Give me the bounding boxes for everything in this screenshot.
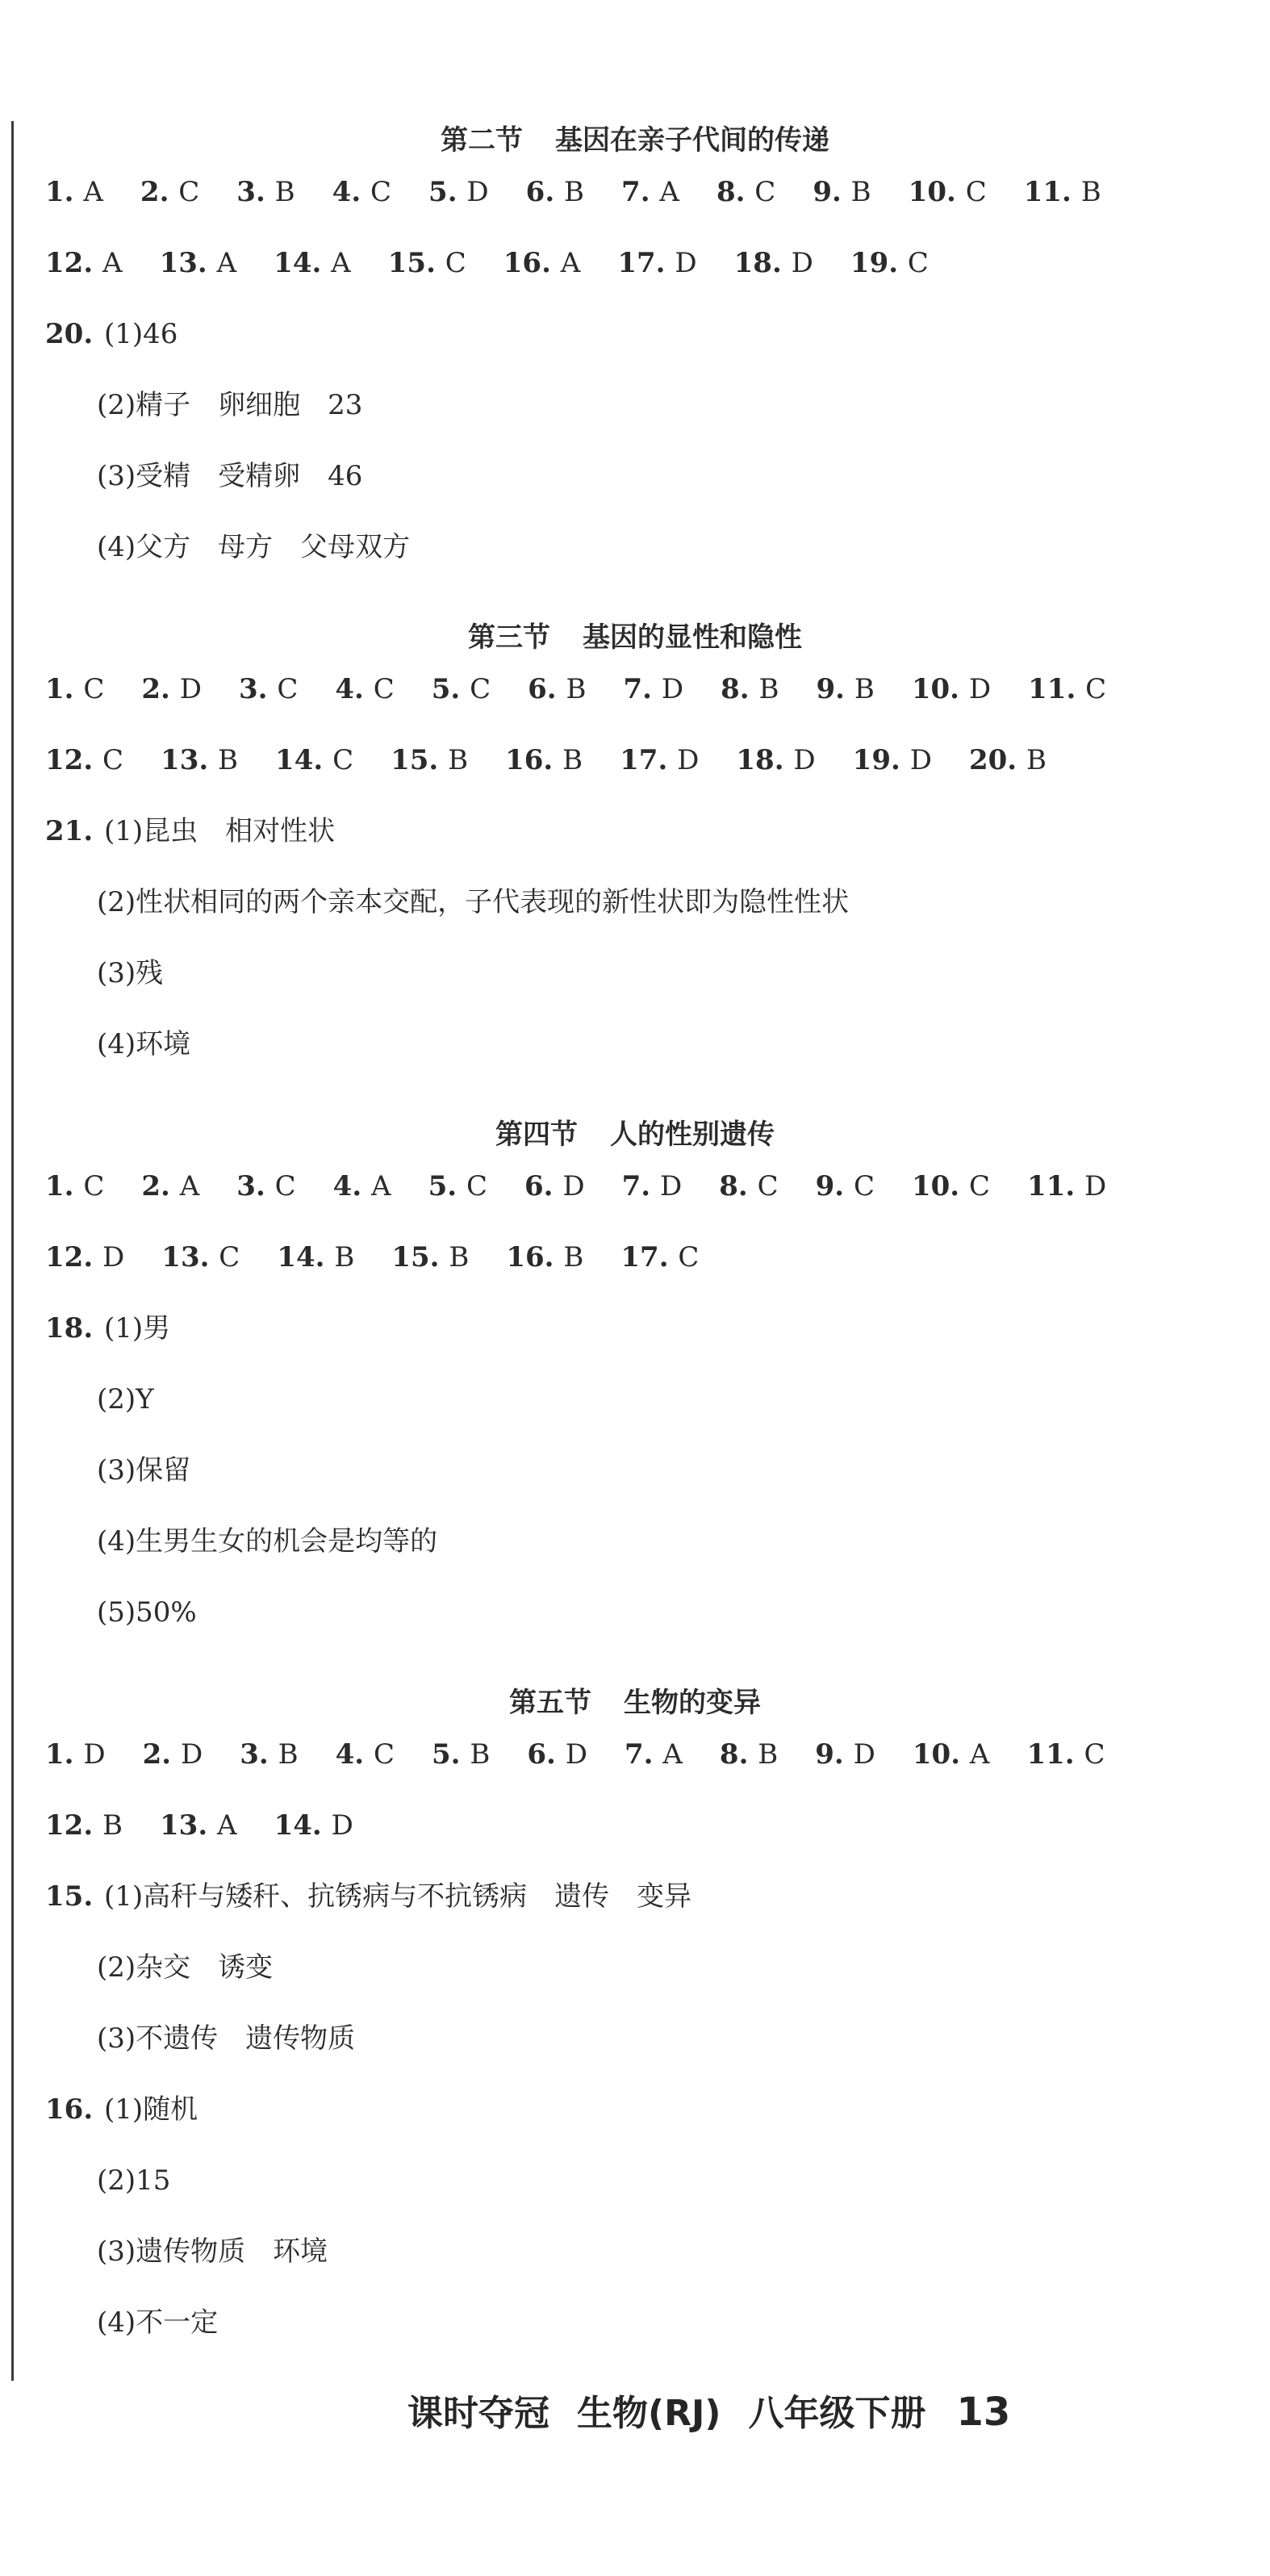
mc-answer: 3. C [239, 673, 299, 705]
question-number: 10 [908, 176, 946, 208]
answer-choice: A [179, 1170, 200, 1202]
question-part [95, 528, 410, 567]
part-answer: (4)不一定 [97, 2306, 219, 2339]
answer-choice: C [219, 1241, 240, 1273]
part-answer: (3)遗传物质 环境 [97, 2235, 328, 2268]
answer-choice: A [83, 176, 103, 208]
answer-choice: C [102, 744, 124, 776]
answer-choice: D [791, 247, 813, 279]
question-number: 10 [911, 1170, 950, 1202]
question-number: 14 [274, 1809, 312, 1842]
mc-answer: 2. C [140, 176, 200, 208]
answer-choice: C [373, 673, 395, 705]
answer-choice: D [180, 1738, 203, 1771]
mc-answer: 6. D [524, 1170, 585, 1202]
answer-choice: A [662, 1738, 683, 1771]
answer-choice: D [179, 673, 202, 705]
section-number: 第三节 [468, 621, 550, 654]
part-answer: (3)残 [97, 957, 164, 989]
question-part: 15. (1)高秆与矮秆、抗锈病与不抗锈病 遗传 变异 [45, 1880, 692, 1913]
question-part [95, 954, 163, 993]
question-number: 7 [624, 1738, 644, 1771]
question-number: 14 [275, 744, 314, 776]
question-number: 5 [431, 1738, 451, 1771]
question-part: 18. (1)男 [45, 1312, 171, 1344]
answer-choice: A [102, 247, 123, 279]
mc-answer: 15. C [387, 247, 466, 279]
answer-choice: D [659, 1170, 683, 1202]
mc-answer: 14. B [277, 1241, 355, 1273]
question-number: 3 [239, 673, 258, 705]
part-answer: (5)50% [97, 1596, 197, 1629]
question-part [95, 883, 849, 922]
answer-choice: C [1084, 1738, 1105, 1771]
mc-answer: 19. C [850, 247, 929, 279]
answer-choice: D [793, 744, 816, 776]
answer-choice: D [909, 744, 932, 776]
section-title: 基因在亲子代间的传递 [555, 124, 829, 157]
answer-choice: C [178, 176, 200, 208]
question-number: 3 [236, 176, 256, 208]
answer-choice: D [102, 1241, 125, 1273]
mc-answer: 10. D [911, 673, 992, 705]
mc-answer-row [45, 741, 1084, 780]
mc-answer: 7. A [621, 176, 679, 208]
mc-answer: 5. D [428, 176, 489, 208]
answer-choice: C [277, 673, 299, 705]
question-number: 17 [620, 744, 658, 776]
mc-answer: 5. B [431, 1738, 491, 1771]
question-number: 19 [850, 247, 889, 279]
question-number: 8 [719, 1170, 738, 1202]
question-part [95, 2303, 218, 2342]
answer-choice: A [331, 247, 351, 279]
part-answer: (3)保留 [97, 1454, 191, 1487]
mc-answer: 13. A [160, 1809, 237, 1842]
mc-answer: 4. C [332, 176, 392, 208]
answer-choice: D [83, 1738, 106, 1771]
part-answer: (4)生男生女的机会是均等的 [97, 1525, 438, 1558]
mc-answer: 11. C [1026, 1738, 1105, 1771]
section-title: 生物的变异 [624, 1687, 761, 1719]
answer-choice: C [470, 673, 491, 705]
part-answer: (4)环境 [97, 1028, 191, 1060]
question-part [95, 1522, 437, 1561]
answer-choice: C [373, 1738, 395, 1771]
answer-choice: D [853, 1738, 875, 1771]
question-number: 1 [45, 176, 65, 208]
mc-answer: 4. A [332, 1170, 391, 1202]
section-heading [0, 1112, 1270, 1152]
mc-answer: 9. C [815, 1170, 875, 1202]
answer-choice: C [678, 1241, 700, 1273]
question-number: 11 [1026, 1738, 1065, 1771]
mc-answer: 13. C [161, 1241, 240, 1273]
mc-answer: 5. C [431, 673, 491, 705]
question-number: 16 [503, 247, 542, 279]
mc-answer: 1. D [45, 1738, 106, 1771]
question-number: 3 [236, 1170, 256, 1202]
question-number: 10 [912, 1738, 951, 1771]
section-heading [0, 1680, 1270, 1720]
answer-choice: B [449, 1241, 470, 1273]
question-part [95, 1451, 190, 1490]
part-answer: (2)Y [97, 1383, 154, 1416]
answer-choice: B [562, 744, 583, 776]
mc-answer: 1. C [45, 673, 105, 705]
mc-answer: 10. C [908, 176, 987, 208]
answer-choice: A [560, 247, 581, 279]
answer-choice: B [563, 1241, 584, 1273]
answer-choice: A [371, 1170, 391, 1202]
mc-answer: 1. A [45, 176, 103, 208]
question-number: 5 [428, 1170, 448, 1202]
answer-choice: B [564, 176, 585, 208]
answer-choice: B [274, 176, 295, 208]
mc-answer: 10. C [911, 1170, 990, 1202]
question-number: 15 [391, 744, 429, 776]
question-number: 13 [161, 744, 199, 776]
question-number: 4 [335, 673, 355, 705]
mc-answer: 6. D [527, 1738, 587, 1771]
question-number: 6 [527, 1738, 547, 1771]
section-number: 第五节 [509, 1687, 591, 1719]
question-number: 11 [1028, 673, 1067, 705]
question-number: 5 [431, 673, 451, 705]
mc-answer: 18. D [736, 744, 816, 776]
mc-answer: 11. D [1027, 1170, 1107, 1202]
question-part [95, 2161, 170, 2200]
answer-choice: A [969, 1738, 990, 1771]
question-number: 6 [528, 673, 547, 705]
question-number: 11 [1027, 1170, 1066, 1202]
mc-answer: 8. B [719, 1738, 779, 1771]
part-answer: (1)随机 [104, 2093, 198, 2126]
answer-choice: C [968, 1170, 990, 1202]
mc-answer: 5. C [428, 1170, 487, 1202]
mc-answer: 15. B [391, 1241, 470, 1273]
question-number: 1 [45, 673, 65, 705]
question-number: 12 [45, 1809, 84, 1842]
answer-choice: B [448, 744, 469, 776]
answer-choice: C [757, 1170, 779, 1202]
question-number: 12 [45, 744, 84, 776]
answer-choice: B [334, 1241, 355, 1273]
footer-book-title: 课时夺冠 [407, 2393, 549, 2434]
question-part [95, 1948, 273, 1987]
question-number: 8 [719, 1738, 739, 1771]
answer-choice: B [850, 176, 871, 208]
mc-answer: 12. C [45, 744, 124, 776]
mc-answer: 6. B [528, 673, 587, 705]
question-number: 12 [45, 247, 84, 279]
question-number: 15 [387, 247, 427, 279]
question-part [95, 1025, 190, 1064]
answer-choice: A [216, 247, 237, 279]
question-part [95, 457, 362, 496]
mc-answer: 19. D [852, 744, 932, 776]
answer-choice: C [466, 1170, 487, 1202]
answer-choice: B [854, 673, 875, 705]
answer-choice: B [1080, 176, 1101, 208]
mc-answer: 7. A [624, 1738, 683, 1771]
question-number: 16 [45, 2093, 84, 2126]
answer-choice: A [659, 176, 679, 208]
mc-answer-row [45, 670, 1143, 709]
mc-answer-row [45, 173, 1138, 211]
question-number: 2 [141, 1170, 161, 1202]
question-number: 13 [160, 1809, 198, 1842]
answer-choice: C [965, 176, 987, 208]
question-number: 15 [45, 1880, 84, 1913]
question-number: 4 [335, 1738, 355, 1771]
mc-answer: 17. C [620, 1241, 700, 1273]
question-number: 14 [277, 1241, 315, 1273]
part-answer: (1)高秆与矮秆、抗锈病与不抗锈病 遗传 变异 [104, 1880, 692, 1913]
mc-answer: 2. A [141, 1170, 200, 1202]
mc-answer: 2. D [141, 673, 202, 705]
footer-subject: 生物(RJ) [577, 2393, 721, 2434]
question-number: 2 [142, 1738, 162, 1771]
question-number: 13 [159, 247, 198, 279]
mc-answer: 4. C [335, 1738, 395, 1771]
question-number: 13 [161, 1241, 200, 1273]
answer-choice: B [566, 673, 587, 705]
question-number: 20 [45, 318, 84, 350]
question-number: 4 [332, 1170, 353, 1202]
answer-choice: D [1084, 1170, 1107, 1202]
answer-choice: A [217, 1809, 237, 1842]
question-number: 2 [141, 673, 161, 705]
mc-answer: 11. C [1028, 673, 1107, 705]
mc-answer-row [45, 1806, 391, 1845]
question-number: 4 [332, 176, 352, 208]
mc-answer: 1. C [45, 1170, 105, 1202]
answer-choice: B [1026, 744, 1046, 776]
section-title: 人的性别遗传 [610, 1119, 775, 1151]
answer-choice: D [677, 744, 700, 776]
part-answer: (2)性状相同的两个亲本交配，子代表现的新性状即为隐性性状 [97, 886, 850, 918]
section-title: 基因的显性和隐性 [583, 621, 802, 654]
mc-answer: 8. C [719, 1170, 779, 1202]
question-number: 8 [716, 176, 736, 208]
question-number: 2 [140, 176, 160, 208]
mc-answer: 11. B [1023, 176, 1101, 208]
mc-answer: 9. D [815, 1738, 875, 1771]
mc-answer: 16. B [505, 744, 583, 776]
section-heading [0, 615, 1270, 654]
section-number: 第二节 [441, 124, 523, 157]
mc-answer-row [45, 1735, 1142, 1774]
footer-grade: 八年级下册 [748, 2393, 926, 2434]
mc-answer: 9. B [813, 176, 871, 208]
part-answer: (2)精子 卵细胞 23 [97, 389, 363, 421]
mc-answer: 8. C [716, 176, 776, 208]
answer-choice: B [758, 1738, 779, 1771]
answer-choice: D [968, 673, 992, 705]
question-number: 1 [45, 1170, 65, 1202]
part-answer: (2)杂交 诱变 [97, 1951, 274, 1984]
mc-answer: 3. B [236, 176, 295, 208]
mc-answer: 13. B [161, 744, 239, 776]
part-answer: (3)受精 受精卵 46 [97, 460, 363, 492]
question-number: 6 [524, 1170, 544, 1202]
answer-choice: C [274, 1170, 296, 1202]
question-number: 16 [505, 744, 544, 776]
question-number: 18 [733, 247, 772, 279]
part-answer: (1)46 [104, 318, 178, 350]
part-answer: (1)男 [104, 1312, 171, 1344]
question-number: 9 [813, 176, 832, 208]
question-number: 1 [45, 1738, 65, 1771]
mc-answer: 4. C [335, 673, 395, 705]
question-number: 18 [45, 1312, 84, 1344]
part-answer: (1)昆虫 相对性状 [104, 815, 336, 847]
question-number: 19 [852, 744, 891, 776]
question-number: 21 [45, 815, 84, 847]
part-answer: (2)15 [97, 2164, 171, 2197]
mc-answer: 7. D [623, 673, 684, 705]
question-part: 21. (1)昆虫 相对性状 [45, 815, 336, 847]
mc-answer-row [45, 1238, 736, 1277]
answer-choice: C [83, 1170, 105, 1202]
question-part [95, 2232, 328, 2271]
answer-choice: C [853, 1170, 875, 1202]
mc-answer: 12. A [45, 247, 123, 279]
part-answer: (3)不遗传 遗传物质 [97, 2022, 356, 2055]
question-number: 6 [525, 176, 545, 208]
mc-answer: 3. B [240, 1738, 299, 1771]
answer-choice: D [565, 1738, 587, 1771]
mc-answer: 16. A [503, 247, 581, 279]
question-number: 3 [240, 1738, 259, 1771]
mc-answer-row [45, 1167, 1143, 1206]
question-number: 20 [968, 744, 1008, 776]
question-number: 7 [623, 673, 643, 705]
mc-answer: 8. B [721, 673, 779, 705]
question-number: 17 [617, 247, 656, 279]
section-heading [0, 118, 1270, 157]
question-number: 7 [621, 1170, 641, 1202]
question-number: 9 [815, 1170, 835, 1202]
mc-answer-row [45, 244, 966, 282]
answer-choice: D [466, 176, 489, 208]
mc-answer: 10. A [912, 1738, 990, 1771]
mc-answer: 13. A [159, 247, 237, 279]
question-number: 14 [274, 247, 312, 279]
answer-choice: B [218, 744, 239, 776]
question-part [95, 2019, 355, 2058]
question-number: 17 [620, 1241, 659, 1273]
answer-choice: B [758, 673, 779, 705]
answer-choice: D [562, 1170, 585, 1202]
answer-choice: D [675, 247, 697, 279]
mc-answer: 9. B [816, 673, 875, 705]
question-number: 7 [621, 176, 641, 208]
mc-answer: 3. C [236, 1170, 296, 1202]
answer-choice: C [1085, 673, 1107, 705]
question-number: 12 [45, 1241, 84, 1273]
page-footer [407, 2384, 1038, 2436]
question-number: 15 [391, 1241, 430, 1273]
mc-answer: 12. D [45, 1241, 125, 1273]
question-number: 11 [1023, 176, 1063, 208]
mc-answer: 17. D [617, 247, 697, 279]
question-part [95, 1380, 154, 1419]
question-part: 20. (1)46 [45, 318, 178, 350]
question-part [95, 386, 362, 424]
question-number: 5 [428, 176, 448, 208]
mc-answer: 14. A [274, 247, 351, 279]
mc-answer: 2. D [142, 1738, 203, 1771]
mc-answer: 12. B [45, 1809, 123, 1842]
mc-answer: 20. B [968, 744, 1046, 776]
question-number: 10 [911, 673, 950, 705]
question-part [95, 1593, 197, 1632]
question-number: 8 [721, 673, 740, 705]
answer-choice: C [83, 673, 105, 705]
question-number: 18 [736, 744, 775, 776]
mc-answer: 14. D [274, 1809, 353, 1842]
answer-choice: B [470, 1738, 491, 1771]
section-number: 第四节 [495, 1119, 578, 1151]
part-answer: (4)父方 母方 父母双方 [97, 531, 411, 563]
question-number: 9 [816, 673, 836, 705]
question-number: 16 [506, 1241, 545, 1273]
answer-choice: C [754, 176, 776, 208]
mc-answer: 7. D [621, 1170, 683, 1202]
answer-choice: D [331, 1809, 353, 1842]
answer-choice: B [102, 1809, 123, 1842]
answer-choice: C [370, 176, 392, 208]
answer-choice: D [661, 673, 684, 705]
page-number: 13 [956, 2390, 1011, 2435]
answer-choice: C [907, 247, 929, 279]
answer-choice: C [332, 744, 354, 776]
question-number: 9 [815, 1738, 834, 1771]
mc-answer: 15. B [391, 744, 469, 776]
mc-answer: 6. B [525, 176, 585, 208]
answer-choice: C [445, 247, 466, 279]
answer-choice: B [278, 1738, 299, 1771]
mc-answer: 18. D [733, 247, 813, 279]
question-part: 16. (1)随机 [45, 2093, 198, 2126]
mc-answer: 16. B [506, 1241, 584, 1273]
mc-answer: 14. C [275, 744, 354, 776]
mc-answer: 17. D [620, 744, 700, 776]
